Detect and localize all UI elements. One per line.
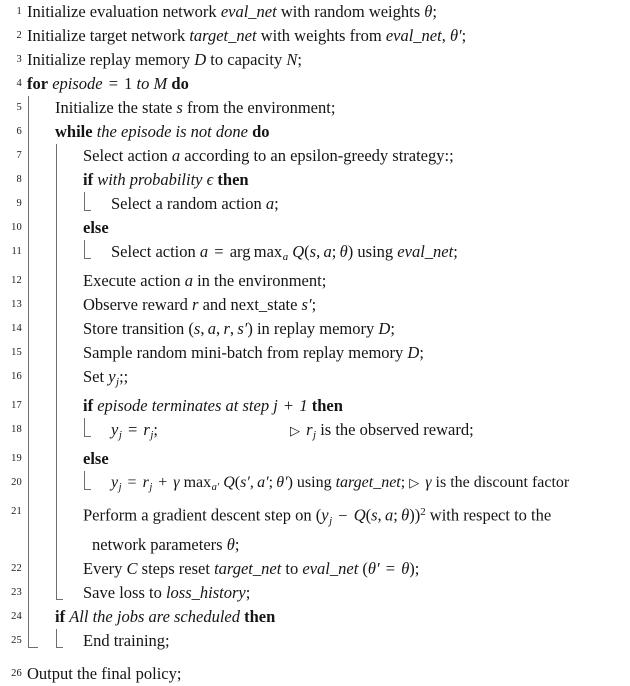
indent-rail	[22, 557, 50, 581]
algorithm-line	[0, 365, 630, 394]
indent-rails	[22, 240, 106, 269]
line-number: 26	[11, 667, 22, 679]
line-content: Initialize evaluation network eval_net with random weights θ;	[27, 2, 437, 21]
indent-rail	[50, 293, 78, 317]
line-content: else	[83, 449, 109, 469]
algorithm-line	[0, 120, 630, 144]
line-number: 1	[16, 6, 22, 17]
indent-rail	[22, 447, 50, 471]
line-number: 15	[11, 347, 22, 359]
line-content: Execute action a in the environment;	[83, 271, 327, 291]
indent-rails	[22, 447, 78, 471]
indent-rails	[22, 269, 78, 293]
indent-rail	[50, 269, 78, 293]
indent-rail	[22, 500, 50, 556]
indent-rail	[22, 240, 50, 269]
indent-rail	[50, 317, 78, 341]
indent-rail	[50, 240, 78, 269]
line-number: 7	[16, 150, 22, 161]
line-content: $y_j = r_j + \gamma$ $\max_{a'} Q(s'$, a′; θ′) using target_net; ▷ γ is the discount factor	[111, 474, 570, 494]
indent-rail	[22, 629, 50, 653]
line-content: $y_j = r_j$; ▷ $r_j$ is the observed reward;	[106, 418, 630, 447]
line-number: 4	[16, 78, 22, 89]
line-number: 5	[16, 102, 22, 113]
indent-rail	[50, 168, 78, 192]
line-number: 2	[16, 30, 22, 41]
line-content: Initialize target network target_net with weights from eval_net, θ′;	[27, 26, 467, 45]
algorithm-line	[0, 48, 630, 72]
indent-rail	[22, 581, 50, 605]
line-number: 23	[11, 586, 22, 598]
algorithm-line	[0, 500, 630, 556]
indent-rails	[22, 471, 106, 500]
indent-rail	[22, 168, 50, 192]
indent-rails	[22, 365, 78, 394]
indent-rail	[50, 216, 78, 240]
indent-rails	[22, 96, 50, 120]
line-content: Save loss to loss_history;	[83, 582, 251, 602]
indent-rail	[22, 365, 50, 394]
algorithm-line	[0, 447, 630, 471]
line-comment: ▷ $r_j$ is the observed reward;	[290, 420, 474, 442]
algorithm-line	[0, 581, 630, 605]
indent-rails	[22, 168, 78, 192]
algorithm-line	[0, 293, 630, 317]
line-content: Output the final policy;	[27, 663, 182, 683]
line-content: Every C steps reset target_net to eval_net (θ′ = θ);	[83, 558, 420, 578]
line-number: 11	[11, 246, 22, 257]
line-content: Select action a according to an epsilon-greedy strategy:;	[83, 146, 454, 165]
indent-rail	[78, 240, 106, 269]
indent-rails	[22, 605, 50, 629]
algorithm-line	[0, 168, 630, 192]
indent-rails	[22, 216, 78, 240]
line-number: 3	[16, 54, 22, 65]
indent-rail	[50, 144, 78, 168]
indent-rails	[22, 293, 78, 317]
indent-rail	[22, 341, 50, 365]
line-content: Store transition (s, a, r, s′) in replay memory D;	[83, 319, 395, 339]
algorithm-line	[0, 471, 630, 500]
line-content: if All the jobs are scheduled then	[55, 606, 276, 626]
line-number: 8	[16, 174, 22, 185]
algorithm-line	[0, 341, 630, 365]
line-content: End training;	[83, 630, 170, 650]
algorithm-line	[0, 192, 630, 216]
algorithm-line	[0, 605, 630, 629]
indent-rail	[50, 418, 78, 447]
line-content: Observe reward r and next_state s′;	[83, 295, 317, 315]
indent-rail	[22, 317, 50, 341]
algorithm-line	[0, 96, 630, 120]
line-content: Initialize replay memory D to capacity N;	[27, 50, 302, 69]
algorithm-line	[0, 240, 630, 269]
algorithm-line	[0, 557, 630, 581]
indent-rail	[78, 471, 106, 500]
indent-rails	[22, 317, 78, 341]
indent-rails	[22, 557, 78, 581]
line-number: 25	[11, 634, 22, 646]
line-number: 21	[11, 506, 22, 518]
line-content: else	[83, 218, 109, 237]
line-number: 18	[11, 424, 22, 436]
line-content: Set $y_j$;;	[83, 367, 129, 389]
indent-rail	[78, 418, 106, 447]
line-number: 10	[11, 222, 22, 233]
indent-rail	[50, 365, 78, 394]
line-number: 14	[11, 323, 22, 335]
algorithm-line	[0, 72, 630, 96]
indent-rail	[22, 269, 50, 293]
indent-rails	[22, 418, 106, 447]
line-number: 19	[11, 453, 22, 465]
algorithm-line	[0, 144, 630, 168]
indent-rails	[22, 341, 78, 365]
line-number: 22	[11, 562, 22, 574]
indent-rail	[50, 341, 78, 365]
line-number: 20	[11, 477, 22, 489]
indent-rail	[50, 500, 78, 556]
indent-rail	[22, 96, 50, 120]
line-content: Perform a gradient descent step on ($y_j - Q(s$, a; θ))$^2$ with respect to the network parameters θ;	[83, 505, 552, 554]
indent-rail	[22, 471, 50, 500]
line-content: Sample random mini-batch from replay memory D;	[83, 343, 424, 363]
algorithm-line	[0, 662, 630, 686]
indent-rail	[22, 418, 50, 447]
indent-rail	[22, 144, 50, 168]
algorithm-line	[0, 317, 630, 341]
indent-rails	[22, 120, 50, 144]
algorithm-line	[0, 269, 630, 293]
indent-rail	[50, 581, 78, 605]
indent-rail	[22, 216, 50, 240]
line-number: 16	[11, 371, 22, 383]
line-content: Initialize the state s from the environment;	[55, 98, 336, 117]
line-number: 13	[11, 299, 22, 311]
algorithm-line	[0, 0, 630, 24]
line-content: Select a random action a;	[111, 194, 279, 213]
indent-rail	[50, 557, 78, 581]
line-content: while the episode is not done do	[55, 122, 270, 141]
algorithm-line	[0, 216, 630, 240]
line-content: if episode terminates at step j + 1 then	[83, 396, 343, 416]
indent-rails	[22, 629, 78, 653]
line-number: 24	[11, 610, 22, 622]
line-number: 6	[16, 126, 22, 137]
indent-rails	[22, 192, 106, 216]
indent-rail	[50, 394, 78, 418]
line-number: 9	[16, 198, 22, 209]
indent-rail	[50, 192, 78, 216]
indent-rail	[50, 471, 78, 500]
indent-rail	[22, 605, 50, 629]
indent-rail	[22, 394, 50, 418]
algorithm-line	[0, 394, 630, 418]
indent-rail	[22, 293, 50, 317]
indent-rails	[22, 144, 78, 168]
algorithm-line	[0, 418, 630, 447]
line-content: for episode = 1 to M do	[27, 74, 189, 93]
indent-rail	[22, 120, 50, 144]
algorithm-line	[0, 24, 630, 48]
line-number: 17	[11, 400, 22, 412]
indent-rails	[22, 581, 78, 605]
line-number: 12	[11, 275, 22, 287]
indent-rails	[22, 500, 78, 556]
line-content: Select action a = arg $\max_a Q(s$, a; θ) using eval_net;	[111, 242, 458, 264]
indent-rail	[78, 192, 106, 216]
line-content: if with probability ϵ then	[83, 170, 249, 189]
indent-rail	[50, 447, 78, 471]
indent-rail	[50, 629, 78, 653]
indent-rails	[22, 394, 78, 418]
algorithm-line	[0, 629, 630, 653]
indent-rail	[22, 192, 50, 216]
